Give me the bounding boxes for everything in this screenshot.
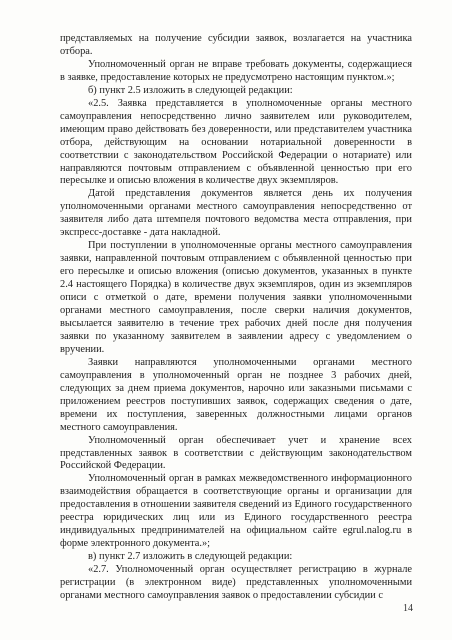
- page-number: 14: [403, 603, 413, 614]
- paragraph-7: Заявки направляются уполномоченными органами местного самоуправления в уполномоченный орган не позднее 3 рабочих дней, следующих за днем приема документов, нарочно или заказными письмами с приложением реестров поступивших заявок, содержащих сведения о дате, времени их поступления, заверенных должностными лицами органов местного самоуправления.: [60, 356, 412, 433]
- paragraph-5: Датой представления документов является день их получения уполномоченными органами местного самоуправления непосредственно от заявителя либо дата штемпеля почтового ведомства места отправления, при экспресс-доставке - дата накладной.: [60, 188, 412, 239]
- paragraph-9: Уполномоченный орган в рамках межведомственного информационного взаимодействия обращается в соответствующие органы и организации для предоставления в отношении заявителя сведений из Единого государственного реестра юридических лиц или из Единого государственного реестра индивидуальных предпринимателей на официальном сайте egrul.nalog.ru в форме электронного документа.»;: [60, 473, 412, 550]
- document-body: [60, 33, 412, 603]
- paragraph-8: Уполномоченный орган обеспечивает учет и хранение всех представленных заявок в соответствии с действующим законодательством Российской Федерации.: [60, 434, 412, 472]
- paragraph-2: Уполномоченный орган не вправе требовать документы, содержащиеся в заявке, предоставление которых не предусмотрено настоящим пунктом.»;: [60, 58, 412, 83]
- paragraph-6: При поступлении в уполномоченные органы местного самоуправления заявки, направленной почтовым отправлением с объявленной ценностью при его пересылке и описью вложения (описью документов, указанных в пункте 2.4 настоящего Порядка) в количестве двух экземпляров, один из экземпляров описи с отметкой о дате, времени получения заявки уполномоченными органами местного самоуправления, после сверки наличия документов, высылается заявителю в течение трех рабочих дней после дня получения заявки по указанному заявителем в заявлении адресу с уведомлением о вручении.: [60, 240, 412, 355]
- paragraph-10: в) пункт 2.7 изложить в следующей редакции:: [88, 551, 293, 563]
- paragraph-1: представляемых на получение субсидии заявок, возлагается на участника отбора.: [60, 33, 412, 57]
- paragraph-4: «2.5. Заявка представляется в уполномоченные органы местного самоуправления непосредственно лично заявителем или руководителем, имеющим право действовать без доверенности, или представителем участника отбора, действующим на основании нотариальной доверенности в соответствии с законодательством Российской Федерации о нотариате) или направляются почтовым отправлением с объявленной ценностью при его пересылке и описью вложения в количестве двух экземпляров.: [60, 97, 412, 187]
- paragraph-3: б) пункт 2.5 изложить в следующей редакции:: [88, 84, 293, 96]
- paragraph-11: «2.7. Уполномоченный орган осуществляет регистрацию в журнале регистрации (в электронном виде) представленных уполномоченными органами местного самоуправления заявок о предоставлении субсидии с: [60, 564, 412, 601]
